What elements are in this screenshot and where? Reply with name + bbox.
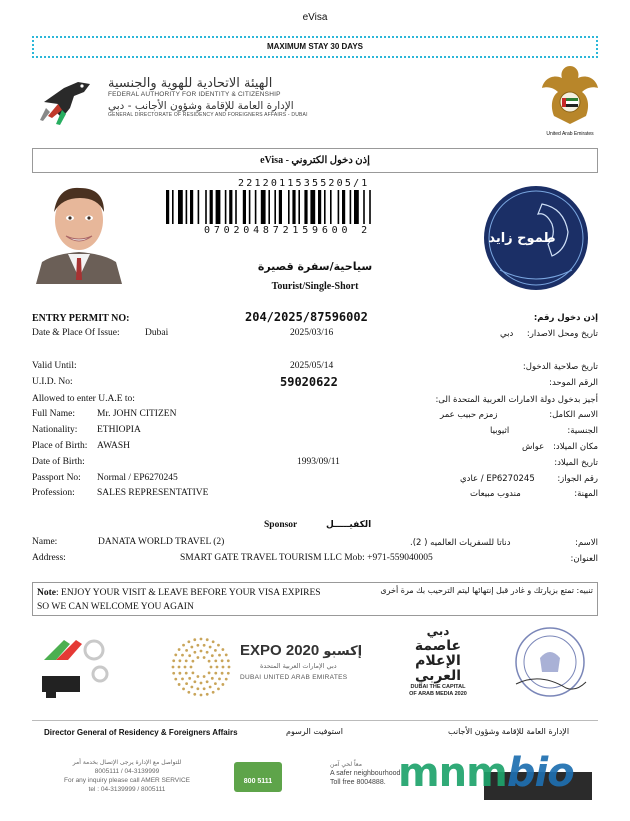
expo-dot — [211, 654, 214, 657]
expo-dot — [208, 671, 211, 674]
expo-dot — [188, 677, 191, 680]
allowed-label: Allowed to enter U.A.E to: — [32, 394, 135, 404]
safer-ar: معاً لحي آمن — [330, 761, 362, 768]
watermark — [398, 750, 574, 796]
expo-dot — [172, 659, 175, 662]
year-of-tolerance-logo-icon — [36, 630, 120, 706]
entry-permit-label: ENTRY PERMIT NO: — [32, 313, 130, 324]
authority-block — [108, 76, 308, 118]
note-box — [32, 582, 598, 616]
expo-dot — [212, 640, 215, 643]
falcon-logo-icon — [34, 68, 100, 134]
sponsor-name: DANATA WORLD TRAVEL (2) — [98, 537, 225, 547]
expo-dot — [221, 672, 224, 675]
expo-dot — [222, 666, 225, 669]
expo-dot — [203, 675, 206, 678]
expo-dot — [196, 644, 199, 647]
expo-dot — [209, 646, 212, 649]
expo-dot — [218, 677, 221, 680]
expo-dot — [197, 675, 200, 678]
barcode-bar — [225, 190, 227, 224]
media-ar-1: دبي — [426, 624, 450, 638]
passport-label: Passport No: — [32, 473, 81, 483]
profession: SALES REPRESENTATIVE — [97, 488, 209, 498]
pob-label: Place of Birth: — [32, 441, 88, 451]
entry-permit-label-ar: إذن دخول رقم: — [533, 313, 598, 323]
barcode-bar — [318, 190, 321, 224]
barcode-number-top: 22120115355205/1 — [238, 178, 370, 189]
expo-dot — [193, 680, 196, 683]
expo-dot — [193, 693, 196, 696]
expo-dot — [172, 672, 175, 675]
expo-dot — [218, 654, 221, 657]
media-ar-2: عاصمة — [414, 638, 462, 654]
valid-label: Valid Until: — [32, 361, 77, 371]
barcode — [166, 190, 448, 224]
directorate-name-ar: الإدارة العامة للإقامة وشؤون الأجانب - دبي — [108, 100, 294, 112]
barcode-bar — [342, 190, 345, 224]
expo-dot — [209, 686, 212, 689]
barcode-bar — [205, 190, 207, 224]
expo-dot — [190, 646, 193, 649]
expo-dot — [182, 644, 185, 647]
expo-dot — [193, 651, 196, 654]
arab-media-capital-logo — [398, 624, 478, 710]
barcode-number-bottom: 070204872159600 2 — [204, 225, 371, 236]
nationality-label-ar: الجنسية: — [567, 426, 598, 436]
sponsor-name-ar: دناتا للسفريات العالميه ( 2). — [410, 538, 511, 548]
zayed-ambition-seal-icon — [482, 184, 590, 292]
nationality-ar: اثيوبيا — [490, 426, 510, 436]
expo-dot — [174, 653, 177, 656]
barcode-bar — [292, 190, 295, 224]
expo-dot — [200, 682, 203, 685]
place-of-birth: AWASH — [97, 441, 131, 451]
expo-dot — [190, 686, 193, 689]
amer-contact-line2: For any inquiry please call AMER SERVICE — [64, 777, 190, 784]
general-directorate-ar: الإدارة العامة للإقامة وشؤون الأجانب — [448, 727, 570, 736]
place-of-birth-ar: عواش — [522, 442, 545, 452]
expo-dot — [217, 644, 220, 647]
issue-label: Date & Place Of Issue: — [32, 328, 120, 338]
expo-dot — [200, 650, 203, 653]
footer-divider — [32, 720, 598, 721]
expo-dot — [178, 666, 181, 669]
barcode-bar — [261, 190, 266, 224]
sponsor-title: Sponsor — [264, 520, 298, 530]
expo-dot — [178, 683, 181, 686]
barcode-bar — [274, 190, 276, 224]
barcode-bar — [330, 190, 332, 224]
barcode-bar — [190, 190, 193, 224]
expo-dot — [216, 666, 219, 669]
official-stamp-icon — [510, 622, 590, 702]
expo-dot — [206, 693, 209, 696]
expo-title-ar: إكسبو — [323, 644, 363, 659]
expo-dot — [203, 687, 206, 690]
expo-dot — [228, 666, 231, 669]
name-label-ar: الاسم الكامل: — [549, 410, 598, 420]
media-ar-4: العربي — [414, 668, 462, 684]
evisa-label: eVisa - إذن دخول الكتروني — [32, 148, 598, 173]
expo-dot — [210, 666, 213, 669]
media-en-2: OF ARAB MEDIA 2020 — [409, 691, 467, 697]
page-title: eVisa — [302, 12, 328, 23]
uae-eagle-emblem-icon — [540, 62, 600, 126]
expo-dot — [187, 640, 190, 643]
barcode-bar — [210, 190, 213, 224]
expo-dot — [174, 678, 177, 681]
barcode-bar — [243, 190, 246, 224]
allowed-label-ar: أجيز بدخول دولة الامارات العربية المتحدة الى: — [435, 395, 598, 405]
watermark-b: bio — [506, 750, 574, 796]
passport-label-ar: رقم الجواز: — [557, 474, 598, 484]
barcode-bar — [324, 190, 326, 224]
nationality: ETHIOPIA — [97, 425, 141, 435]
expo-dot — [206, 638, 209, 641]
emblem-caption: United Arab Emirates — [546, 131, 594, 137]
sponsor-address-label-ar: العنوان: — [570, 554, 598, 564]
amer-contact-line1: 8005111 / 04-3139999 — [94, 768, 160, 775]
media-ar-3: الإعلام — [415, 653, 461, 669]
name-label: Full Name: — [32, 409, 76, 419]
barcode-bar — [198, 190, 200, 224]
sponsor-address: SMART GATE TRAVEL TOURISM LLC Mob: +971-559040005 — [180, 553, 433, 563]
profession-ar: مندوب مبيعات — [470, 489, 521, 499]
expo-dot — [221, 648, 224, 651]
sponsor-title-ar: الكفيـــــل — [326, 520, 372, 530]
expo-dot — [214, 672, 217, 675]
barcode-bar — [288, 190, 290, 224]
barcode-bar — [216, 190, 221, 224]
barcode-bar — [268, 190, 270, 224]
expo-dot — [208, 660, 211, 663]
issue-place: Dubai — [145, 328, 169, 338]
valid-date: 2025/05/14 — [290, 361, 334, 371]
full-name: Mr. JOHN CITIZEN — [97, 409, 177, 419]
safer-en: A safer neighbourhood — [330, 770, 401, 777]
dob-label: Date of Birth: — [32, 457, 85, 467]
expo-sub: DUBAI UNITED ARAB EMIRATES — [240, 674, 348, 681]
expo-dot — [214, 659, 217, 662]
expo-dot — [185, 659, 188, 662]
media-en-1: DUBAI THE CAPITAL — [410, 684, 466, 690]
expo-dot — [196, 687, 199, 690]
expo-dot — [172, 666, 175, 669]
fees-paid-ar: استوفيت الرسوم — [286, 727, 343, 736]
barcode-bar — [369, 190, 371, 224]
expo-dot — [206, 651, 209, 654]
expo-sub-ar: دبي الإمارات العربية المتحدة — [260, 662, 337, 670]
issue-date: 2025/03/16 — [290, 328, 334, 338]
expo-dot — [185, 672, 188, 675]
expo-dot — [182, 687, 185, 690]
valid-label-ar: تاريخ صلاحية الدخول: — [522, 362, 598, 372]
expo-dot — [181, 654, 184, 657]
amer-badge-number: 800 5111 — [243, 778, 273, 785]
barcode-bar — [186, 190, 188, 224]
expo-title: EXPO 2020 — [240, 642, 320, 659]
expo-dot — [221, 659, 224, 662]
amer-contact-line3: tel : 04-3139999 / 8005111 — [88, 786, 166, 793]
barcode-bar — [363, 190, 365, 224]
date-of-birth: 1993/09/11 — [297, 457, 340, 467]
issue-label-ar: تاريخ ومحل الاصدار: — [526, 329, 598, 339]
sponsor-address-label: Address: — [32, 553, 66, 563]
expo-dot — [190, 666, 193, 669]
expo-dot — [192, 660, 195, 663]
barcode-bar — [178, 190, 183, 224]
barcode-bar — [298, 190, 300, 224]
expo-dot — [203, 656, 206, 659]
expo-dot — [217, 687, 220, 690]
expo-dot — [212, 691, 215, 694]
dob-label-ar: تاريخ الميلاد: — [554, 458, 598, 468]
sponsor-name-label-ar: الاسم: — [575, 538, 598, 548]
expo-dot — [181, 677, 184, 680]
expo-dot — [200, 694, 203, 697]
authority-name-en: FEDERAL AUTHORITY FOR IDENTITY & CITIZENSHIP — [108, 91, 281, 98]
expo-dot — [200, 638, 203, 641]
expo-ring-icon — [170, 636, 232, 698]
barcode-bar — [235, 190, 237, 224]
pob-label-ar: مكان الميلاد: — [553, 442, 598, 452]
uid-label-ar: الرقم الموحد: — [549, 378, 598, 388]
amer-contact-ar: للتواصل مع الإدارة يرجى الإتصال بخدمة أمر — [72, 759, 182, 766]
expo-dot — [227, 659, 230, 662]
profession-label: Profession: — [32, 488, 75, 498]
barcode-bar — [255, 190, 257, 224]
barcode-bar — [354, 190, 359, 224]
amer-contact — [52, 758, 202, 794]
barcode-bar — [338, 190, 340, 224]
director-general-label: Director General of Residency & Foreigners Affairs — [44, 728, 238, 737]
expo-dot — [193, 638, 196, 641]
expo-dot — [227, 672, 230, 675]
visa-type-en: Tourist/Single-Short — [271, 281, 359, 292]
expo-2020-logo — [170, 636, 363, 702]
sponsor-name-label: Name: — [32, 537, 58, 547]
expo-dot — [184, 666, 187, 669]
expo-dot — [225, 678, 228, 681]
note-text: : ENJOY YOUR VISIT & LEAVE BEFORE YOUR VISA EXPIRES SO WE CAN WELCOME YOU AGAIN — [37, 588, 321, 612]
barcode-bar — [310, 190, 315, 224]
entry-permit-number: 204/2025/87596002 — [245, 310, 368, 324]
note-ar: تنبيه: تمتع بزيارتك و غادر قبل إنتهائها ليتم الترحيب بك مرة أخرى — [380, 586, 593, 595]
expo-dot — [188, 654, 191, 657]
barcode-bar — [304, 190, 307, 224]
barcode-bar — [172, 190, 174, 224]
expo-dot — [225, 653, 228, 656]
profession-label-ar: المهنة: — [574, 489, 598, 499]
expo-dot — [206, 680, 209, 683]
expo-dot — [187, 691, 190, 694]
expo-dot — [178, 648, 181, 651]
authority-name-ar: الهيئة الاتحادية للهوية والجنسية — [108, 76, 273, 91]
expo-dot — [214, 649, 217, 652]
nationality-label: Nationality: — [32, 425, 78, 435]
expo-dot — [185, 649, 188, 652]
expo-dot — [185, 682, 188, 685]
barcode-bar — [279, 190, 282, 224]
amer-badge — [234, 762, 282, 792]
visa-type-ar: سياحية/سفرة قصيرة — [257, 260, 373, 273]
issue-place-ar: دبي — [500, 329, 514, 339]
expo-dot — [192, 671, 195, 674]
expo-dot — [214, 682, 217, 685]
expo-dot — [211, 677, 214, 680]
uae-emblem — [538, 62, 602, 142]
barcode-bar — [166, 190, 169, 224]
uid-number: 59020622 — [280, 375, 338, 389]
expo-dot — [203, 644, 206, 647]
expo-dot — [197, 656, 200, 659]
full-name-ar: زمزم حبيب عمر — [440, 410, 498, 420]
directorate-name-en: GENERAL DIRECTORATE OF RESIDENCY AND FOREIGNERS AFFAIRS - DUBAI — [108, 112, 308, 118]
max-stay-banner: MAXIMUM STAY 30 DAYS — [32, 36, 598, 58]
expo-dot — [178, 659, 181, 662]
barcode-bar — [249, 190, 251, 224]
expo-dot — [221, 683, 224, 686]
safer-toll: Toll free 8004888. — [330, 779, 386, 786]
seal-text: طموح زايد — [488, 231, 556, 246]
expo-dot — [178, 672, 181, 675]
passport-number-ar: EP6270245 / عادي — [460, 474, 535, 484]
note-label: Note — [37, 588, 56, 598]
passport-number: Normal / EP6270245 — [97, 473, 178, 483]
barcode-bar — [229, 190, 232, 224]
uid-label: U.I.D. No: — [32, 377, 73, 387]
watermark-a: mnm — [398, 750, 507, 796]
barcode-bar — [350, 190, 352, 224]
note-en — [37, 586, 327, 614]
